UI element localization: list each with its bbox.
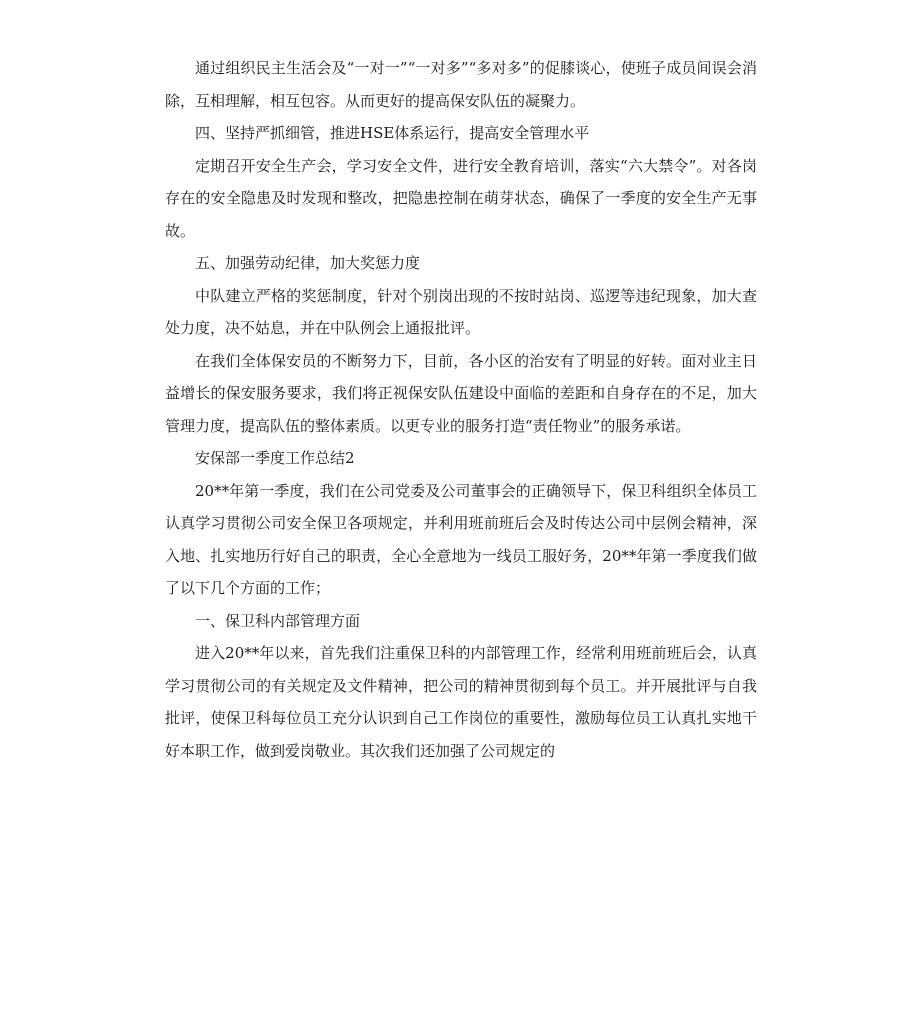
section-heading-four: 四、坚持严抓细管，推进HSE体系运行，提高安全管理水平 [195, 124, 590, 142]
section-heading-one: 一、保卫科内部管理方面 [195, 611, 361, 630]
paragraph-conclusion: 在我们全体保安员的不断努力下，目前，各小区的治安有了明显的好转。面对业主日益增长的保安服务要求，我们将正视保安队伍建设中面临的差距和自身存在的不足，加大管理力度，提高队伍的整体素质。以更专业的服务打造“责任物业”的服务承诺。 [165, 351, 757, 435]
section-heading-five: 五、加强劳动纪律，加大奖惩力度 [195, 254, 421, 272]
paragraph-discipline: 中队建立严格的奖惩制度，针对个别岗出现的不按时站岗、巡逻等违纪现象，加大查处力度，决不姑息，并在中队例会上通报批评。 [165, 286, 757, 337]
paragraph-safety-meetings: 定期召开安全生产会，学习安全文件，进行安全教育培训，落实“六大禁令”。对各岗存在的安全隐患及时发现和整改，把隐患控制在萌芽状态，确保了一季度的安全生产无事故。 [165, 156, 757, 240]
document-subtitle: 安保部一季度工作总结2 [195, 449, 355, 467]
paragraph-internal-management: 进入20**年以来，首先我们注重保卫科的内部管理工作，经常利用班前班后会，认真学习贯彻公司的有关规定及文件精神，把公司的精神贯彻到每个员工。并开展批评与自我批评，使保卫科每位员工充分认识到自己工作岗位的重要性，激励每位员工认真扎实地干好本职工作，做到爱岗敬业。其次我们还加强了公司规定的 [165, 644, 757, 760]
paragraph-unity: 通过组织民主生活会及“一对一”“一对多”“多对多”的促膝谈心，使班子成员间误会消除，互相理解，相互包容。从而更好的提高保安队伍的凝聚力。 [165, 59, 757, 110]
paragraph-q1-intro: 20**年第一季度，我们在公司党委及公司董事会的正确领导下，保卫科组织全体员工认真学习贯彻公司安全保卫各项规定，并利用班前班后会及时传达公司中层例会精神，深入地、扎实地历行好自己的职责，全心全意地为一线员工服好务，20**年第一季度我们做了以下几个方面的工作； [165, 481, 757, 597]
document-body [165, 52, 757, 767]
